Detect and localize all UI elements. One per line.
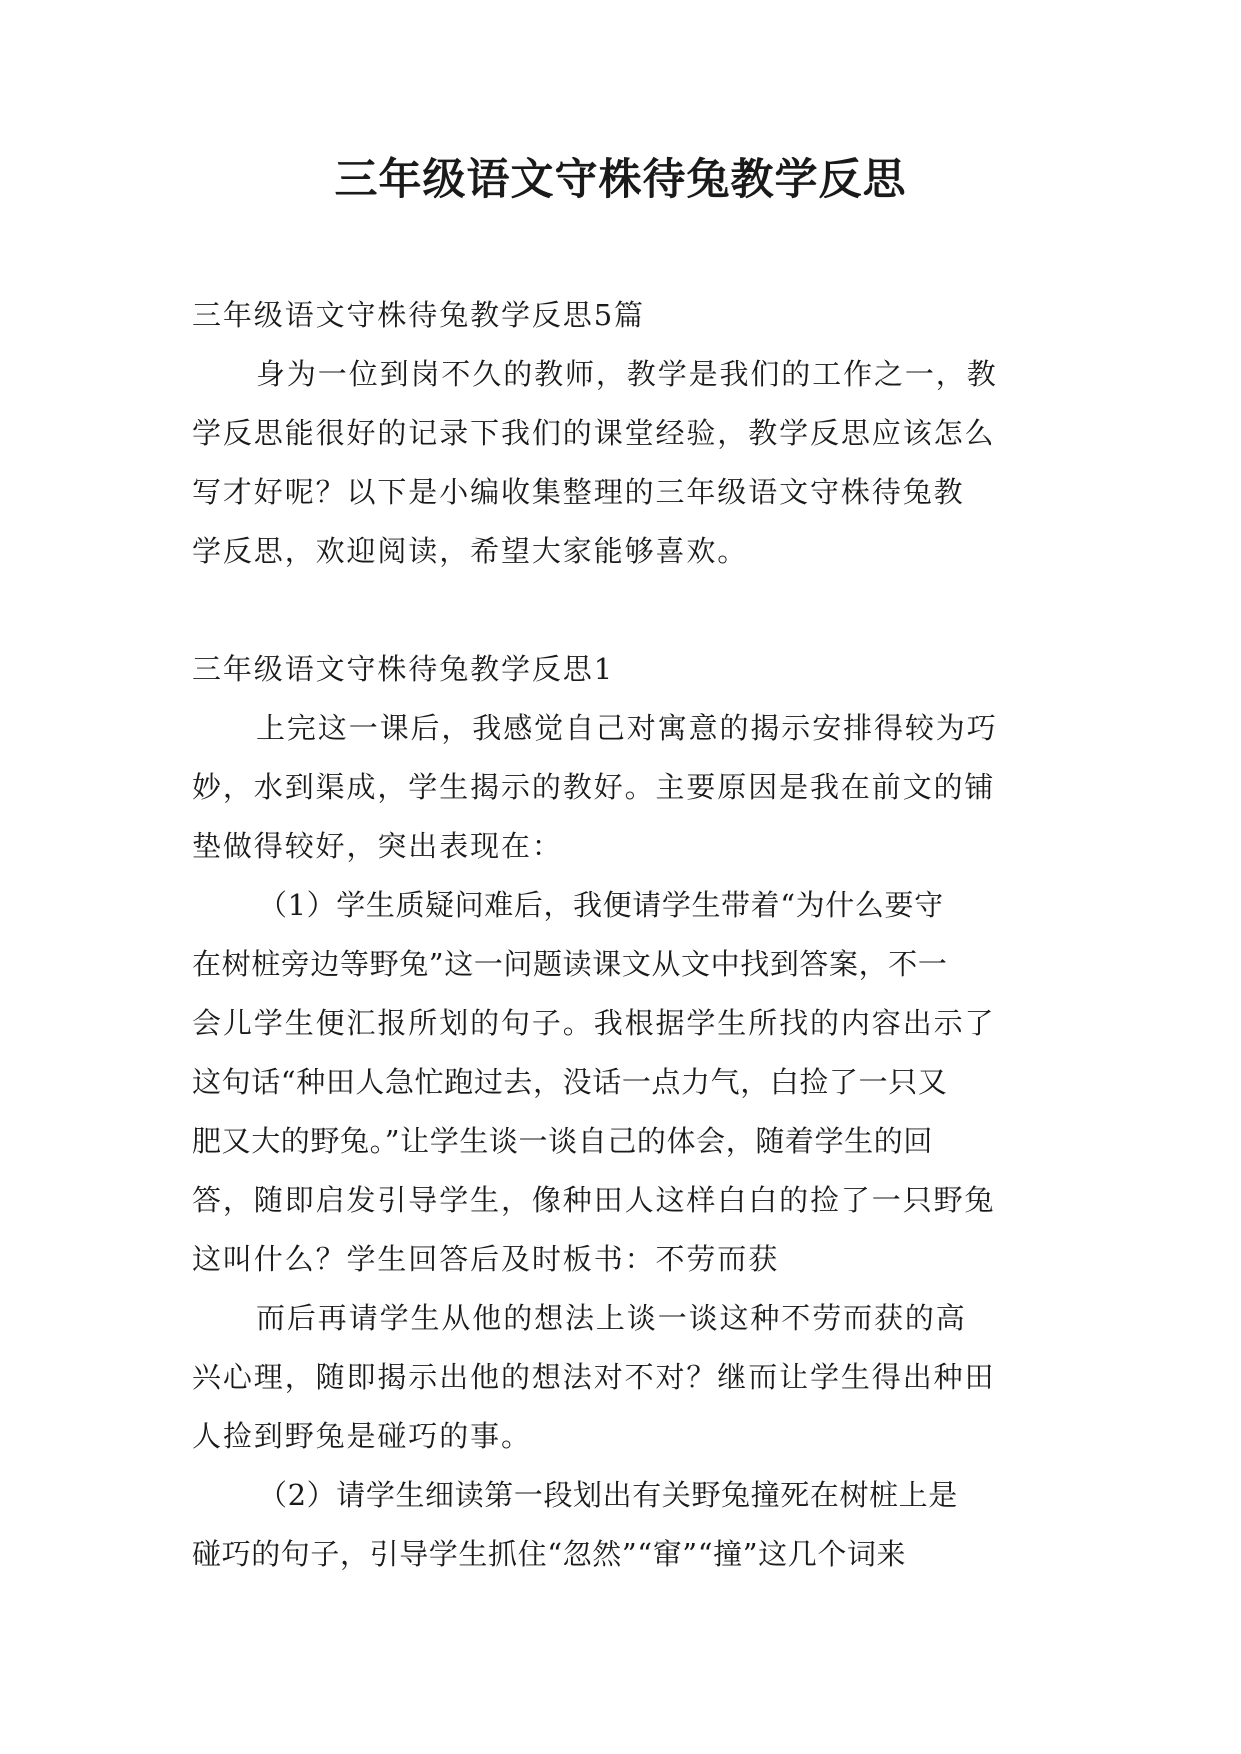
paragraph-line: 这句话“种田人急忙跑过去，没话一点力气，白捡了一只又: [192, 1065, 948, 1099]
paragraph-line: 碰巧的句子，引导学生抓住“忽然”“窜”“撞”这几个词来: [192, 1537, 907, 1571]
paragraph-line: 这叫什么？学生回答后及时板书：不劳而获: [192, 1242, 780, 1276]
blank-line: [192, 581, 1052, 640]
section-heading: 三年级语文守株待兔教学反思1: [192, 652, 615, 686]
paragraph-line: 妙，水到渠成，学生揭示的教好。主要原因是我在前文的铺: [192, 770, 996, 804]
document-body: [192, 286, 1052, 1584]
paragraph-line: 肥又大的野兔。”让学生谈一谈自己的体会，随着学生的回: [192, 1124, 933, 1158]
paragraph-line: 答，随即启发引导学生，像种田人这样白白的捡了一只野兔: [192, 1183, 996, 1217]
paragraph-line: 上完这一课后，我感觉自己对寓意的揭示安排得较为巧: [256, 711, 998, 745]
paragraph-line: 人捡到野兔是碰巧的事。: [192, 1419, 532, 1453]
subtitle-line: 三年级语文守株待兔教学反思5篇: [192, 298, 645, 332]
paragraph-line: 会儿学生便汇报所划的句子。我根据学生所找的内容出示了: [192, 1006, 996, 1040]
paragraph-line: 兴心理，随即揭示出他的想法对不对？继而让学生得出种田: [192, 1360, 996, 1394]
document-title: 三年级语文守株待兔教学反思: [334, 155, 907, 205]
paragraph-line: （1）学生质疑问难后，我便请学生带着“为什么要守: [258, 888, 944, 922]
paragraph-line: 学反思能很好的记录下我们的课堂经验，教学反思应该怎么: [192, 416, 996, 450]
paragraph-line: 写才好呢？以下是小编收集整理的三年级语文守株待兔教: [192, 475, 965, 509]
paragraph-line: 在树桩旁边等野兔”这一问题读课文从文中找到答案，不一: [192, 947, 948, 981]
paragraph-line: 学反思，欢迎阅读，希望大家能够喜欢。: [192, 534, 749, 568]
paragraph-line: 而后再请学生从他的想法上谈一谈这种不劳而获的高: [256, 1301, 967, 1335]
paragraph-line: 垫做得较好，突出表现在：: [192, 829, 563, 863]
paragraph-line: （2）请学生细读第一段划出有关野兔撞死在树桩上是: [258, 1478, 958, 1512]
paragraph-line: 身为一位到岗不久的教师，教学是我们的工作之一，教: [256, 357, 998, 391]
